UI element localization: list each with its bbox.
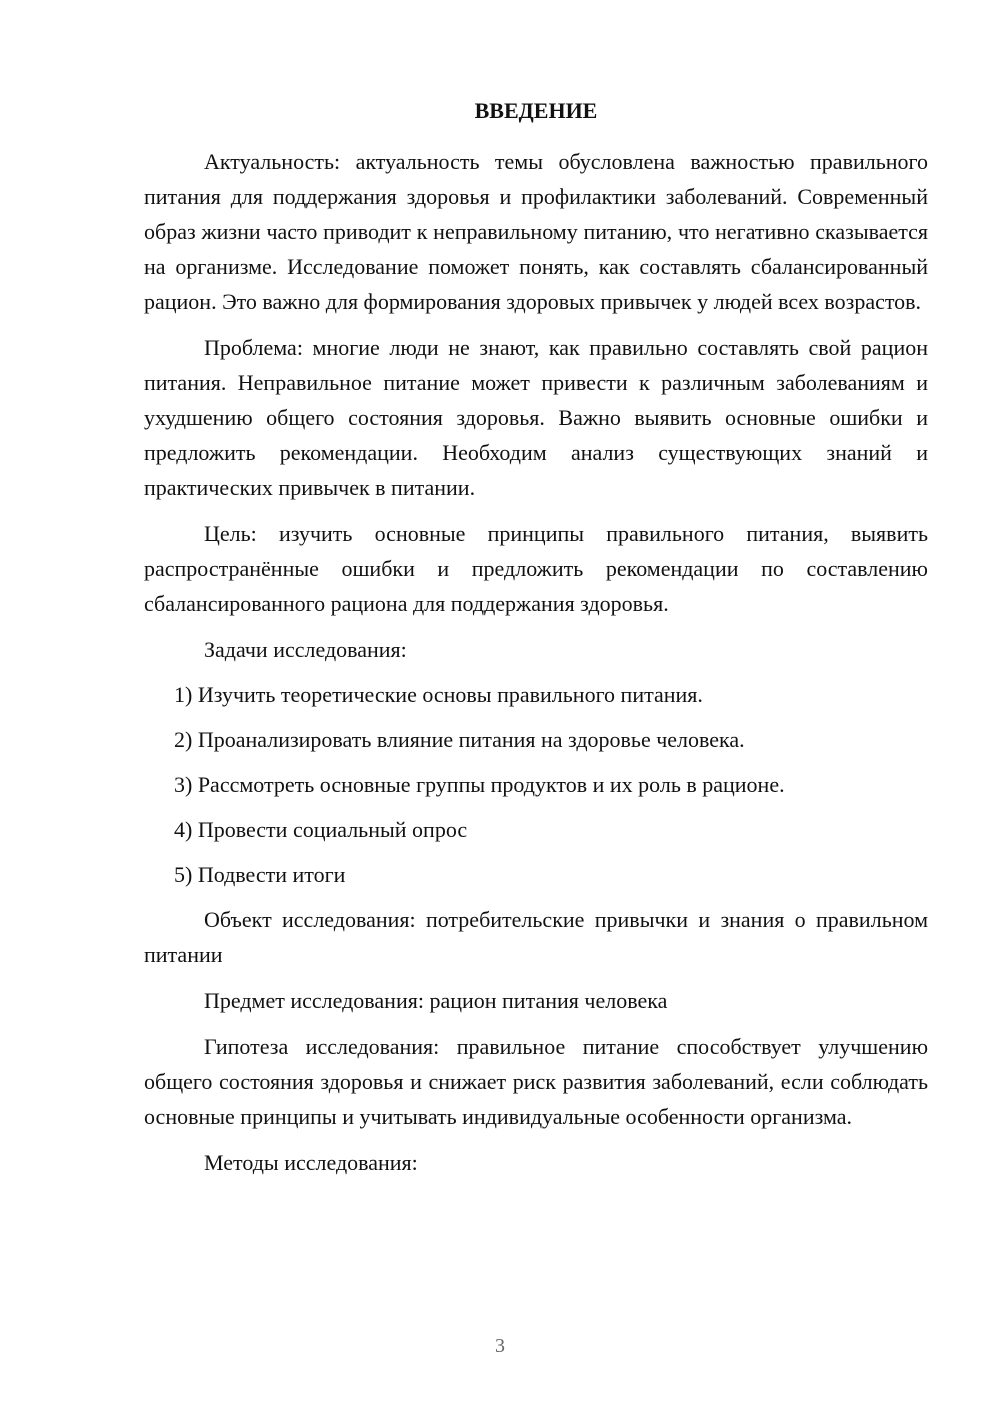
page-number: 3 (495, 1335, 505, 1357)
subject-paragraph: Предмет исследования: рацион питания человека (204, 988, 668, 1013)
goal-paragraph: Цель: изучить основные принципы правильного питания, выявить распространённые ошибки и предложить рекомендации по составлению сбалансированного рациона для поддержания здоровья. (144, 521, 928, 616)
task-item-4: 4) Провести социальный опрос (174, 817, 468, 842)
methods-heading: Методы исследования: (204, 1150, 418, 1175)
task-item-1: 1) Изучить теоретические основы правильного питания. (174, 682, 703, 707)
task-item-5: 5) Подвести итоги (174, 862, 346, 887)
problem-paragraph: Проблема: многие люди не знают, как правильно составлять свой рацион питания. Неправильное питание может привести к различным заболеваниям и ухудшению общего состояния здоровья. Важно выявить основные ошибки и предложить рекомендации. Необходим анализ существующих знаний и практических привычек в питании. (144, 335, 928, 500)
section-title: ВВЕДЕНИЕ (474, 98, 598, 123)
tasks-heading: Задачи исследования: (204, 637, 407, 662)
relevance-paragraph: Актуальность: актуальность темы обусловлена важностью правильного питания для поддержания здоровья и профилактики заболеваний. Современный образ жизни часто приводит к неправильному питанию, что негативно сказывается на организме. Исследование поможет понять, как составлять сбалансированный рацион. Это важно для формирования здоровых привычек у людей всех возрастов. (144, 149, 928, 314)
object-paragraph: Объект исследования: потребительские привычки и знания о правильном питании (144, 907, 928, 967)
task-item-3: 3) Рассмотреть основные группы продуктов и их роль в рационе. (174, 772, 785, 797)
document-page (144, 96, 928, 1191)
task-item-2: 2) Проанализировать влияние питания на здоровье человека. (174, 727, 745, 752)
hypothesis-paragraph: Гипотеза исследования: правильное питание способствует улучшению общего состояния здоровья и снижает риск развития заболеваний, если соблюдать основные принципы и учитывать индивидуальные особенности организма. (144, 1034, 928, 1129)
tasks-list (144, 677, 928, 892)
